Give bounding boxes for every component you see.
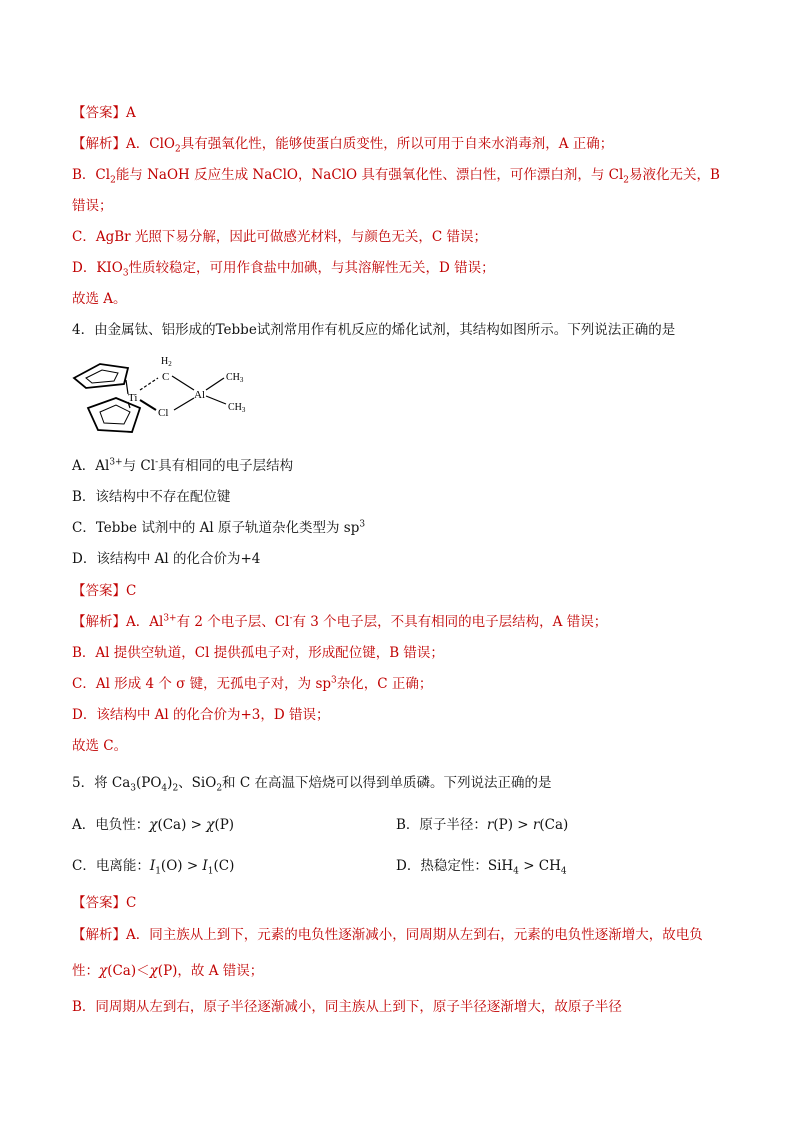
q4-analysis-c: C．Al 形成 4 个 σ 键，无孤电子对，为 $sp^3$杂化，C 正确； [72,675,433,692]
q4-conclusion: 故选 C。 [72,738,128,754]
q5-answer: 【答案】C [72,895,137,911]
ti-label: Ti [128,392,138,404]
ch3-top-label: $CH_3$ [226,372,244,384]
q4-stem: 4．由金属钛、铝形成的Tebbe试剂常用作有机反应的烯化试剂，其结构如图所示。下列说法正确的是 [72,322,676,338]
q3-conclusion: 故选 A。 [72,291,127,307]
ch3-bottom-label: $CH_3$ [228,402,246,414]
q4-answer: 【答案】C [72,583,137,599]
q5-analysis-a-1: 【解析】A．同主族从上到下，元素的电负性逐渐减小，同周期从左到右，元素的电负性逐渐增大，故电负 [72,927,703,943]
q3-analysis-b-2: 错误； [72,198,113,214]
q4-option-c: C．Tebbe 试剂中的 Al 原子轨道杂化类型为 $sp^3$ [72,519,366,536]
q4-option-d: D．该结构中 Al 的化合价为+4 [72,551,261,567]
q5-analysis-a-2: 性：χ(Ca)＜χ(P)，故 A 错误； [72,963,264,979]
q4-analysis-b: B．Al 提供空轨道，Cl 提供孤电子对，形成配位键，B 错误； [72,645,444,661]
q5-option-c: C．电离能：$I_1(O) > I_1(C)$ [72,858,235,877]
q3-answer: 【答案】A [72,105,136,121]
q4-option-a: A．$Al^{3+}$与 Cl-具有相同的电子层结构 [72,457,294,474]
q3-analysis-a: 【解析】A．ClO$_2$具有强氧化性，能够使蛋白质变性，所以可用于自来水消毒剂，A 正确； [72,136,614,155]
q3-analysis-c: C．AgBr 光照下易分解，因此可做感光材料，与颜色无关，C 错误； [72,229,488,245]
q4-analysis-d: D．该结构中 Al 的化合价为+3，D 错误； [72,707,330,723]
q5-analysis-b: B．同周期从左到右，原子半径逐渐减小，同主族从上到下，原子半径逐渐增大，故原子半径 [72,999,622,1015]
q3-analysis-b-1: B．$Cl_2$能与 NaOH 反应生成 NaClO，NaClO 具有强氧化性、漂白性，可作漂白剂，与 $Cl_2$易液化无关，B [72,167,720,186]
q4-analysis-a: 【解析】A．$Al^{3+}$有 2 个电子层、Cl-有 3 个电子层，不具有相同的电子层结构，A 错误； [72,613,608,630]
tebbe-structure-diagram [66,350,276,440]
q5-stem: 5．将 $Ca_3(PO_4)_2$、SiO$_2$和 C 在高温下焙烧可以得到单质磷。下列说法正确的是 [72,775,552,794]
al-label: Al [194,389,205,401]
q5-option-b: B．原子半径：r(P) > r(Ca) [396,817,569,833]
q5-option-d: D．热稳定性：$SiH_4 > CH_4$ [396,858,567,877]
q5-option-a: A．电负性：χ(Ca) > χ(P) [72,817,235,833]
cl-label: Cl [158,407,169,419]
q3-analysis-d: D．$KIO_3$性质较稳定，可用作食盐中加碘，与其溶解性无关，D 错误； [72,260,495,279]
q4-option-b: B．该结构中不存在配位键 [72,489,231,505]
h2-label: $H_2$ [161,356,172,368]
c-label: C [162,371,170,383]
